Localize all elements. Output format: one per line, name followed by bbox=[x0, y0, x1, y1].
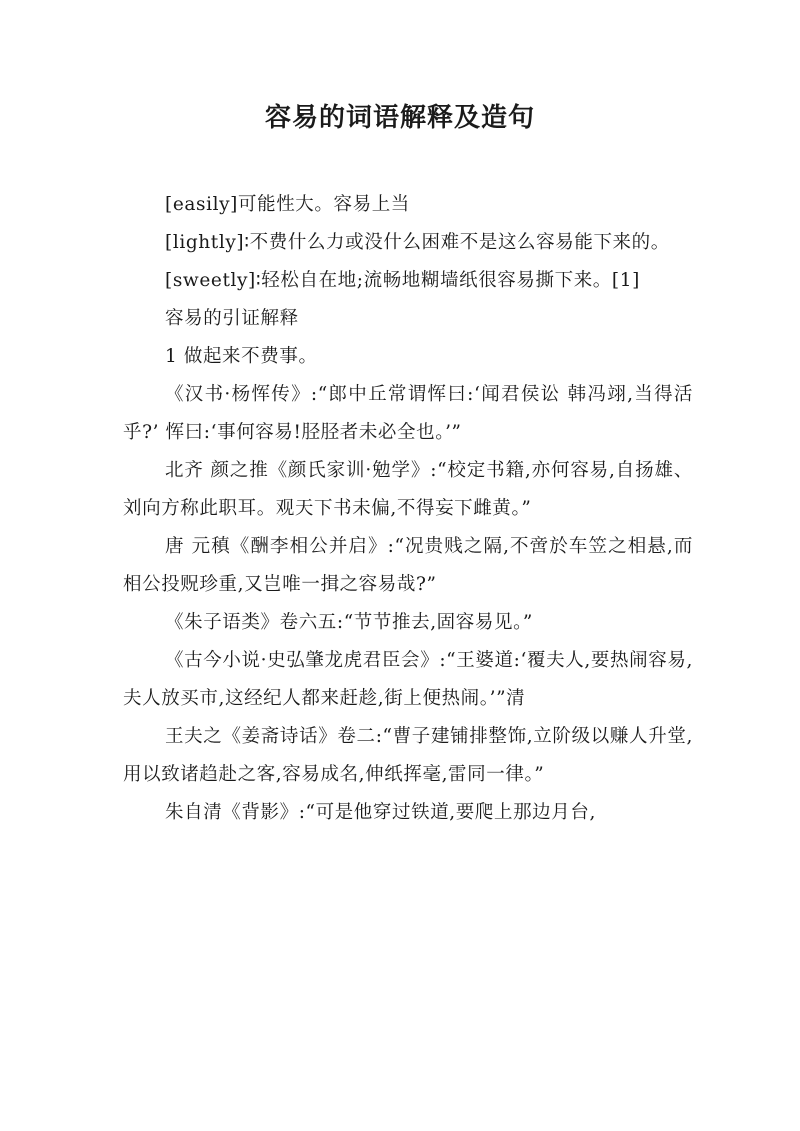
document-body bbox=[123, 186, 693, 832]
paragraph: [easily]可能性大。容易上当 bbox=[165, 194, 410, 215]
paragraph: [sweetly]∶轻松自在地;流畅地糊墙纸很容易撕下来。[1] bbox=[165, 270, 640, 291]
paragraph: 《朱子语类》卷六五:“节节推去,固容易见。” bbox=[165, 612, 533, 633]
paragraph: 唐 元稹《酬李相公并启》:“况贵贱之隔,不啻於车笠之相悬,而相公投贶珍重,又岂唯一揖之容易哉?” bbox=[123, 536, 693, 595]
paragraph: [lightly]∶不费什么力或没什么困难不是这么容易能下来的。 bbox=[165, 232, 670, 253]
paragraph: 《古今小说·史弘肇龙虎君臣会》:“王婆道:‘覆夫人,要热闹容易,夫人放买市,这经纪人都来赶趁,街上便热闹。’”清 bbox=[123, 650, 693, 709]
section-heading: 容易的引证解释 bbox=[165, 308, 299, 329]
paragraph: 朱自清《背影》:“可是他穿过铁道,要爬上那边月台, bbox=[165, 802, 596, 823]
paragraph: 《汉书·杨恽传》:“郎中丘常谓恽曰:‘闻君侯讼 韩冯翊,当得活乎?’ 恽曰:‘事何容易!胫胫者未必全也。’” bbox=[123, 384, 693, 443]
document-title: 容易的词语解释及造句 bbox=[264, 103, 535, 133]
paragraph: 北齐 颜之推《颜氏家训·勉学》:“校定书籍,亦何容易,自扬雄、 刘向方称此职耳。观天下书未偏,不得妄下雌黄。” bbox=[123, 460, 693, 519]
paragraph: 王夫之《姜斋诗话》卷二:“曹子建铺排整饰,立阶级以赚人升堂,用以致诸趋赴之客,容易成名,伸纸挥毫,雷同一律。” bbox=[123, 726, 693, 785]
paragraph: 1 做起来不费事。 bbox=[165, 346, 318, 367]
